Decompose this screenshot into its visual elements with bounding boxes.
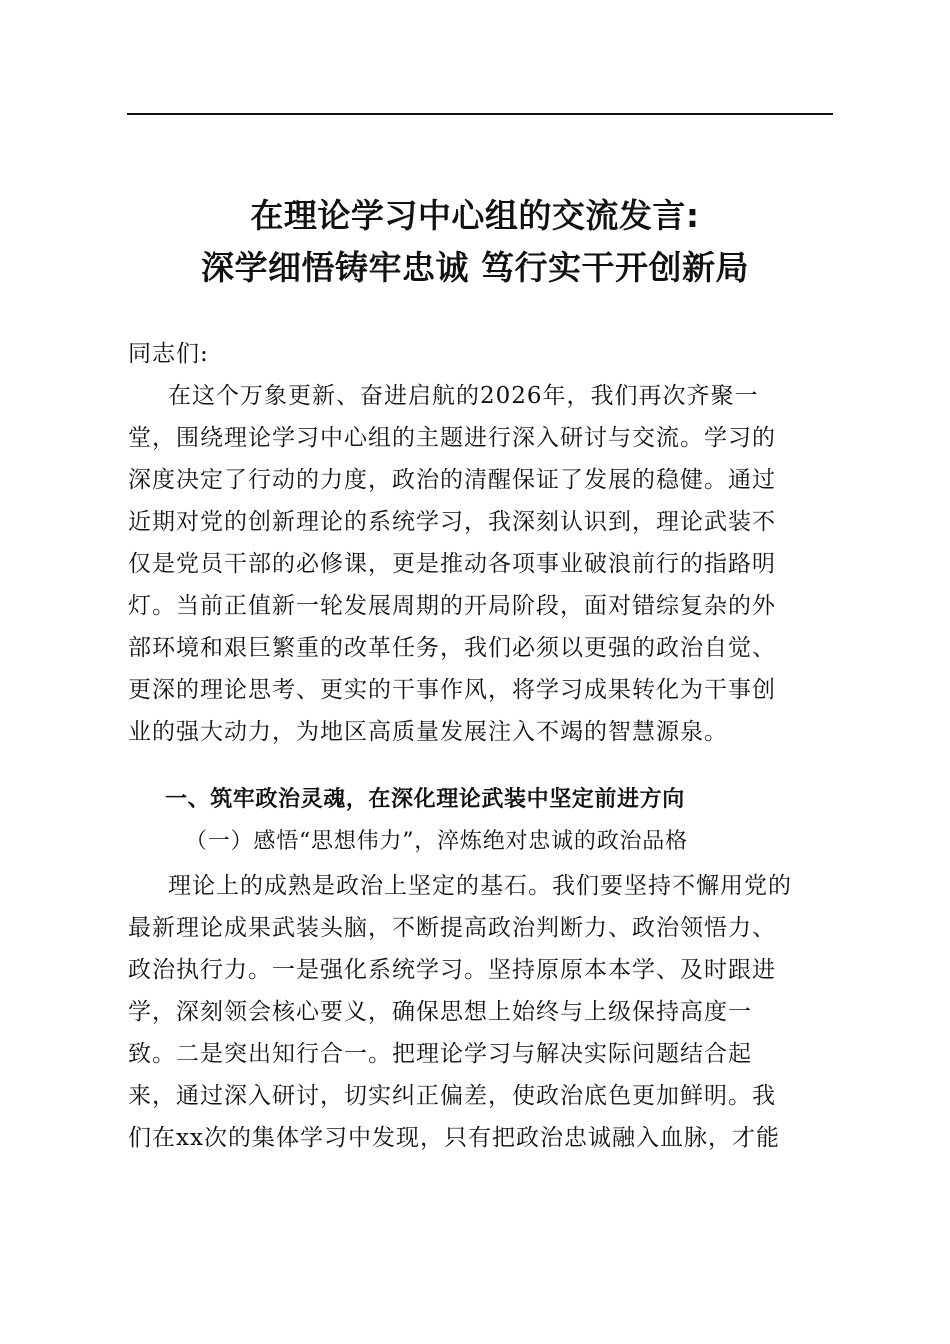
- paragraph-line: 来，通过深入研讨，切实纠正偏差，使政治底色更加鲜明。我: [128, 1083, 776, 1109]
- paragraph-line: 部环境和艰巨繁重的改革任务，我们必须以更强的政治自觉、: [128, 635, 776, 661]
- section-heading: 一、筑牢政治灵魂，在深化理论武装中坚定前进方向: [165, 787, 685, 812]
- paragraph-line: 深度决定了行动的力度，政治的清醒保证了发展的稳健。通过: [128, 467, 776, 493]
- paragraph-line: 更深的理论思考、更实的干事作风，将学习成果转化为干事创: [128, 677, 776, 703]
- paragraph-line: 理论上的成熟是政治上坚定的基石。我们要坚持不懈用党的: [168, 873, 792, 899]
- paragraph-line: 业的强大动力，为地区高质量发展注入不竭的智慧源泉。: [128, 719, 728, 745]
- paragraph-line: 堂，围绕理论学习中心组的主题进行深入研讨与交流。学习的: [128, 425, 776, 451]
- paragraph-line: 仅是党员干部的必修课，更是推动各项事业破浪前行的指路明: [128, 551, 776, 577]
- paragraph-line: 在这个万象更新、奋进启航的2026年，我们再次齐聚一: [168, 383, 759, 409]
- document-title-line-2: 深学细悟铸牢忠诚 笃行实干开创新局: [201, 248, 749, 287]
- paragraph-line: 致。二是突出知行合一。把理论学习与解决实际问题结合起: [128, 1041, 752, 1067]
- salutation: 同志们:: [128, 341, 209, 367]
- paragraph-line: 们在xx次的集体学习中发现，只有把政治忠诚融入血脉，才能: [128, 1125, 780, 1151]
- paragraph-line: 学，深刻领会核心要义，确保思想上始终与上级保持高度一: [128, 999, 752, 1025]
- paragraph-line: 政治执行力。一是强化系统学习。坚持原原本本学、及时跟进: [128, 957, 776, 983]
- paragraph-line: 近期对党的创新理论的系统学习，我深刻认识到，理论武装不: [128, 509, 776, 535]
- section-subheading: （一）感悟“思想伟力”，淬炼绝对忠诚的政治品格: [185, 829, 688, 854]
- paragraph-line: 最新理论成果武装头脑，不断提高政治判断力、政治领悟力、: [128, 915, 776, 941]
- paragraph-line: 灯。当前正值新一轮发展周期的开局阶段，面对错综复杂的外: [128, 593, 776, 619]
- document-title-line-1: 在理论学习中心组的交流发言:: [250, 196, 700, 235]
- header-rule: [127, 113, 833, 115]
